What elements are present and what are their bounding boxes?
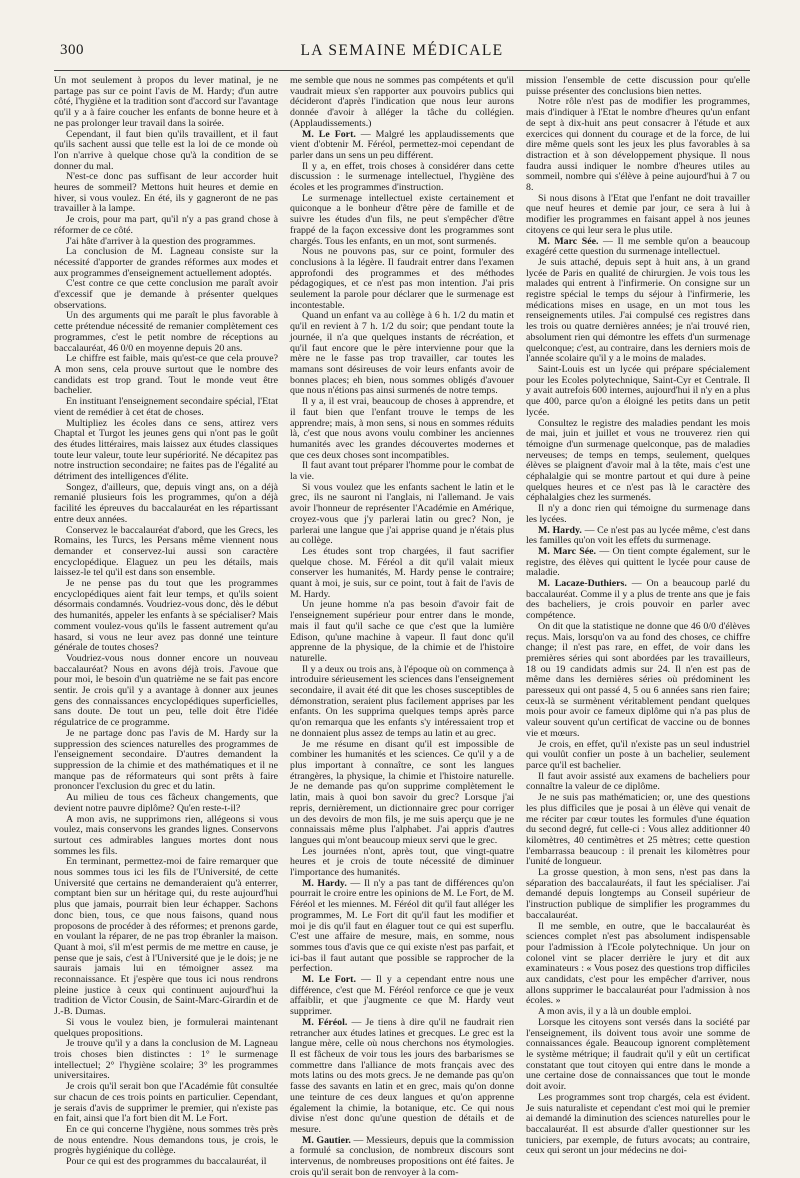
paragraph [54, 1082, 278, 1125]
speaker-name: M. Lacaze-Duthiers. [538, 578, 627, 590]
paragraph [526, 622, 750, 740]
speaker-name: M. Marc Sée. [538, 545, 596, 557]
paragraph-text: Quand un enfant va au collège à 6 h. 1/2 du matin et qu'il en revient à 7 h. 1/2 du soir; que pendant toute la journée, il n'a que quelques instants de récréation, et qu'il faut encore que le père intervienne pour que la mère ne le fasse pas trop travailler, car toutes les mamans sont désireuses de voir leurs enfants avoir de bonnes places; eh bien, nous sommes obligés d'avouer que nous n'étions pas ainsi surmenés de notre temps. [290, 310, 514, 397]
speaker-name: M. Hardy. [302, 877, 347, 889]
paragraph [290, 247, 514, 311]
paragraph [54, 526, 278, 580]
paragraph-text: Les études sont trop chargées, il faut sacrifier quelque chose. M. Féréol a dit qu'il valait mieux conserver les humanités, M. Hardy pense le contraire; quant à moi, je suis, sur ce point, tout à fait de l'avis de M. Hardy. [290, 545, 514, 600]
paragraph-text: Je crois qu'il serait bon que l'Académie fût consultée sur chacun de ces trois points en particulier. Cependant, je serais d'avis de supprimer le premier, qui n'existe pas en fait, ainsi que l'a fort bien dit M. Le Fort. [54, 1081, 278, 1125]
paragraph-text: En terminant, permettez-moi de faire remarquer que nous sommes tous ici les fils de l'Université, de cette Université que certains ne demanderaient qu'à enterrer, comptant bien sur un héritage qui, du reste aujourd'hui plus que jamais, pourrait bien leur échapper. Sachons donc bien, tous, ce que nous faisons, quand nous proposons de procéder à des réformes; et prenons garde, en voulant la réparer, de ne pas trop ébranler la maison. Quant à moi, s'il m'est permis de me mettre en cause, je pense que je sais, c'est à l'Université que je le dois; je ne saurais jamais lui en témoigner assez ma reconnaissance. Et j'espère que tous ici nous rendrons pleine justice à ceux qui continuent aujourd'hui la tradition de Victor Cousin, de Saint-Marc-Girardin et de J.-B. Dumas. [54, 856, 278, 1018]
paragraph [290, 76, 514, 130]
paragraph [290, 847, 514, 879]
paragraph [54, 247, 278, 279]
paragraph [290, 311, 514, 397]
paragraph-text: Nous ne pouvons pas, sur ce point, formuler des conclusions à la légère. Il faudrait entrer dans l'examen approfondi des programmes et des méthodes pédagogiques, et ce n'est pas mon intention. J'ai pris seulement la parole pour déclarer que le surmenage est incontestable. [290, 246, 514, 311]
paragraph-text: N'est-ce donc pas suffisant de leur accorder huit heures de sommeil? Mettons huit heures et demie en hiver, si vous voulez. En été, ils y gagneront de ne pas travailler à la lampe. [54, 171, 278, 215]
paragraph-text: Multipliez les écoles dans ce sens, attirez vers Chaptal et Turgot les jeunes gens qui n'ont pas le goût des études littéraires, mais laissez aux études classiques toute leur valeur, toute leur supériorité. Ne décapitez pas notre instruction secondaire; ne faites pas de l'égalité au détriment des intelligences d'élite. [54, 417, 278, 483]
paragraph-text: — On a beaucoup parlé du baccalauréat. Comme il y a plus de trente ans que je fais des bacheliers, je crois pouvoir en parler avec compétence. [526, 578, 750, 622]
paragraph-text: Il n'y a donc rien qui témoigne du surmenage dans les lycées. [526, 503, 750, 525]
text-column-right [526, 75, 750, 1157]
paragraph-text: — Messieurs, depuis que la commission a formulé sa conclusion, de nombreux discours sont intervenus, de nombreuses propositions ont été faites. Je crois qu'il serait bon de renvoyer à la com- [290, 1134, 514, 1178]
paragraph-text: En instituant l'enseignement secondaire spécial, l'Etat vient de remédier à cet état de choses. [54, 396, 278, 418]
paragraph [54, 1039, 278, 1082]
paragraph [54, 76, 278, 130]
paragraph-text: On dit que la statistique ne donne que 46 0/0 d'élèves reçus. Mais, lorsqu'on va au fond des choses, ce chiffre change; il n'est pas rare, en effet, de voir dans les premières séries qui sont abordées par les travailleurs, 18 ou 19 candidats admis sur 24. Il n'en est pas de même dans les dernières séries où prédominent les paresseux qui ont passé 4, 5 ou 6 années sans rien faire; ceux-là se surmènent véritablement pendant quelques mois pour avoir ce fameux diplôme qui n'a pas plus de valeur souvent qu'un certificat de vaccine ou de bonnes vie et mœurs. [526, 620, 750, 739]
paragraph-text: Il faut avoir assisté aux examens de bacheliers pour connaître la valeur de ce diplôme. [526, 770, 750, 793]
paragraph-text: Le surmenage intellectuel existe certainement et quiconque a le bonheur d'être père de famille et de suivre les études d'un fils, ne peut s'empêcher d'être frappé de la façon excessive dont les programmes sont chargés. Tous les enfants, en un mot, sont surmenés. [290, 192, 514, 247]
paragraph-text: Si vous voulez que les enfants sachent le latin et le grec, ils ne sauront ni l'anglais, ni l'allemand. Je vais avoir l'honneur de représenter l'Académie en Amérique, croyez-vous que j'y parlerai latin ou grec? Non, je parlerai une langue que j'ai apprise quand je n'étais plus au collège. [290, 481, 514, 547]
paragraph [54, 857, 278, 1018]
paragraph [290, 1018, 514, 1136]
speaker-name: M. Marc Sée. [538, 235, 599, 247]
paragraph-text: En ce qui concerne l'hygiène, nous sommes très près de nous entendre. Nous demandons tous, je crois, le progrès hygiénique du collège. [54, 1123, 278, 1157]
paragraph [526, 237, 750, 258]
header-rule [54, 70, 750, 71]
paragraph-text: Cependant, il faut bien qu'ils travaillent, et il faut qu'ils sachent aussi que telle est la loi de ce monde où l'on n'arrive à quelque chose qu'à la condition de se donner du mal. [54, 128, 278, 172]
paragraph [290, 194, 514, 248]
paragraph-text: Un mot seulement à propos du lever matinal, je ne partage pas sur ce point l'avis de M. Hardy; d'un autre côté, l'hygiène et la tradition sont d'accord sur l'avantage qu'il y a à faire coucher les enfants de bonne heure et à ne pas prolonger leur travail dans la soirée. [54, 75, 278, 129]
paragraph-text: Il faut avant tout préparer l'homme pour le combat de la vie. [290, 460, 514, 483]
paragraph-text: mission l'ensemble de cette discussion pour qu'elle puisse présenter des conclusions bien nettes. [526, 75, 750, 97]
paragraph [290, 879, 514, 975]
paragraph-text: — Malgré les applaudissements que vient d'obtenir M. Féréol, permettez-moi cependant de parler dans un sens un peu différent. [290, 128, 514, 161]
paragraph-text: Un des arguments qui me paraît le plus favorable à cette prétendue nécessité de remanier complètement ces programmes, c'est le petit nombre de réceptions au baccalauréat, 46 0/0 en moyenne depuis 20 ans. [54, 310, 278, 354]
paragraph-text: Je me résume en disant qu'il est impossible de combiner les humanités et les sciences. Ce qu'il y a de plus important à connaître, ce sont les langues étrangères, la physique, la chimie et l'histoire naturelle. Je ne demande pas qu'on supprime complètement le latin, mais à quoi bon savoir du grec? Lorsque j'ai repris, dernièrement, un dictionnaire grec pour corriger un des devoirs de mon fils, je me suis aperçu que je ne connaissais même plus l'alphabet. J'ai appris d'autres langues qui m'ont beaucoup mieux servi que le grec. [290, 738, 514, 846]
text-columns [54, 75, 750, 1178]
text-column-middle [290, 75, 514, 1178]
paragraph [54, 311, 278, 354]
paragraph [290, 665, 514, 740]
paragraph-text: Si vous le voulez bien, je formulerai maintenant quelques propositions. [54, 1016, 278, 1039]
paragraph-text: — Ce n'est pas au lycée même, c'est dans les familles qu'on voit les effets du surmenage. [526, 524, 750, 547]
paragraph [54, 1157, 278, 1168]
paragraph-text: A mon avis, ne supprimons rien, allégeons si vous voulez, mais conservons les grandes lignes. Conservons surtout ces admirables langues mortes dont nous sommes les fils. [54, 813, 278, 857]
paragraph [526, 922, 750, 1008]
paragraph [290, 600, 514, 664]
paragraph-text: Je crois, en effet, qu'il n'existe pas un seul industriel qui voulût confier un poste à un bachelier, seulement parce qu'il est bachelier. [526, 738, 750, 771]
paragraph-text: Consultez le registre des maladies pendant les mois de mai, juin et juillet et vous ne trouverez rien qui témoigne d'un surmenage quelconque, pas de maladies nerveuses; de temps en temps, seulement, quelques élèves se plaignent d'avoir mal à la tête, mais c'est une céphalalgie qui se montre partout et qui dure à peine quelques heures et ce n'est pas là le caractère des céphalalgies chez les surmenés. [526, 417, 750, 504]
paragraph-text: — On tient compte également, sur le registre, des élèves qui quittent le lycée pour cause de maladie. [526, 545, 750, 579]
paragraph [526, 772, 750, 793]
paragraph [290, 130, 514, 162]
paragraph [54, 793, 278, 814]
paragraph [54, 279, 278, 311]
paragraph [54, 130, 278, 173]
paragraph-text: La conclusion de M. Lagneau consiste sur la nécessité d'apporter de grandes réformes aux modes et aux programmes d'enseignement actuellement adoptés. [54, 246, 278, 279]
paragraph-text: Il y a, il est vrai, beaucoup de choses à apprendre, et il faut bien que l'enfant trouve le temps de les apprendre; mais, à mon sens, si nous en sommes réduits là, c'est que nous avons voulu combiner les anciennes humanités avec les grandes découvertes modernes et que ces deux choses sont incompatibles. [290, 396, 514, 461]
paragraph [526, 740, 750, 772]
paragraph [54, 419, 278, 483]
paragraph [54, 215, 278, 236]
paragraph [526, 258, 750, 365]
paragraph-text: Si nous disons à l'Etat que l'enfant ne doit travailler que neuf heures et demie par jour, ce sera à lui à modifier les programmes en faisant appel à nos jeunes citoyens ce qui leur sera le plus utile. [526, 192, 750, 236]
paragraph [290, 1136, 514, 1178]
paragraph-text: Songez, d'ailleurs, que, depuis vingt ans, on a déjà remanié plusieurs fois les programmes, qu'on a déjà facilité les épreuves du baccalauréat en les répartissant entre deux années. [54, 481, 278, 525]
paragraph [526, 579, 750, 622]
paragraph-text: Je suis attaché, depuis sept à huit ans, à un grand lycée de Paris en qualité de chirurgien. Je vois tous les malades qui entrent à l'infirmerie. On consigne sur un registre spécial le temps du séjour à l'infirmerie, les médications mises en usage, en un mot tous les renseignements utiles. J'ai compulsé ces registres dans les trois ou quatre dernières années; je n'ai trouvé rien, absolument rien qui démontre les effets d'un surmenage quelconque; c'est, au contraire, dans les derniers mois de l'année scolaire qu'il y a le moins de malades. [526, 256, 750, 365]
paragraph-text: Il y a deux ou trois ans, à l'époque où on commença à introduire sérieusement les sciences dans l'enseignement secondaire, il avait été dit que les choses susceptibles de démonstration, seraient plus facilement apprises par les enfants. On les supprima quelques temps après parce qu'on remarqua que les enfants s'y intéressaient trop et ne donnaient plus assez de temps au latin et au grec. [290, 663, 514, 739]
speaker-name: M. Le Fort. [302, 974, 356, 986]
paragraph-text: Notre rôle n'est pas de modifier les programmes, mais d'indiquer à l'Etat le nombre d'heures qu'un enfant de sept à dix-huit ans peut consacrer à l'étude et aux exercices qui donnent du courage et de la force, de lui dire même quels sont les jeux les plus favorables à sa distraction et à son développement physique. Il nous faudra aussi indiquer le nombre d'heures utiles au sommeil, nombre qui s'élève à peine aujourd'hui à 7 ou 8. [526, 96, 750, 194]
paragraph-text: me semble que nous ne sommes pas compétents et qu'il vaudrait mieux s'en rapporter aux pouvoirs publics qui décideront d'après l'indication que nous leur aurons donnée d'avoir à alléger la tâche du collégien. (Applaudissements.) [290, 75, 514, 129]
paragraph-text: — Il me semble qu'on a beaucoup exagéré cette question du surmenage intellectuel. [526, 235, 750, 258]
paragraph [290, 461, 514, 482]
paragraph-text: Un jeune homme n'a pas besoin d'avoir fait de l'enseignement supérieur pour entrer dans le monde, mais il faut qu'il sache ce que c'est que la lumière Edison, qu'une machine à vapeur. Il faut donc qu'il apprenne de la physique, de la chimie et de l'histoire naturelle. [290, 599, 514, 664]
paragraph-text: Voudriez-vous nous donner encore un nouveau baccalauréat? Nous en avons déjà trois. J'avoue que pour moi, le besoin d'un quatrième ne se fait pas encore sentir. Je crois qu'il y a avantage à donner aux jeunes gens des connaissances encyclopédiques superficielles, sans doute. De tout un peu, telle doit être l'idée régulatrice de ce programme. [54, 652, 278, 729]
paragraph [54, 1018, 278, 1039]
speaker-name: M. Féréol. [302, 1016, 348, 1028]
paragraph [526, 194, 750, 237]
paragraph [290, 547, 514, 601]
paragraph-text: Les programmes sont trop chargés, cela est évident. Je suis naturaliste et cependant c'est moi qui le premier ai demandé la diminution des sciences naturelles pour le baccalauréat. Il est absurde d'aller questionner sur les tuniciers, par exemple, de futurs avocats; au contraire, ceux qui seront un jour médecins ne doi- [526, 1091, 750, 1157]
paragraph [526, 1018, 750, 1093]
paragraph [54, 172, 278, 215]
paragraph-text: Je ne pense pas du tout que les programmes encyclopédiques aient fait leur temps, et qu'ils soient désormais condamnés. Voudriez-vous donc, dès le début des humanités, appeler les enfants à se spécialiser? Mais comment voulez-vous qu'ils le fassent autrement qu'au hasard, si vous ne leur avez pas donné une teinture générale de toutes choses? [54, 578, 278, 654]
paragraph [54, 654, 278, 729]
paragraph [526, 793, 750, 868]
paragraph-text: A mon avis, il y a là un double emploi. [538, 1006, 692, 1018]
page-number: 300 [60, 42, 84, 58]
paragraph-text: Au milieu de tous ces fâcheux changements, que devient notre pauvre diplôme? Qu'en reste-t-il? [54, 792, 278, 814]
paragraph [526, 504, 750, 525]
page-header [54, 42, 750, 64]
paragraph [526, 97, 750, 193]
paragraph [54, 815, 278, 858]
paragraph [54, 483, 278, 526]
paragraph [526, 419, 750, 505]
paragraph [54, 397, 278, 418]
paragraph-text: Le chiffre est faible, mais qu'est-ce que cela prouve? A mon sens, cela prouve surtout que le nombre des candidats est trop grand. Tout le monde veut être bachelier. [54, 353, 278, 397]
paragraph-text: Saint-Louis est un lycée qui prépare spécialement pour les Ecoles polytechnique, Saint-Cyr et Centrale. Il y avait autrefois 600 internes, aujourd'hui il n'y en a plus que 400, parce qu'on a éloigné les petits dans un petit lycée. [526, 363, 750, 418]
paragraph-text: Il me semble, en outre, que le baccalauréat ès sciences complet n'est pas absolument indispensable pour l'admission à l'Ecole polytechnique. Un jour on colonel vint se placer derrière le jury et dit aux examinateurs : « Vous posez des questions trop difficiles aux candidats, c'est pour les empêcher d'arriver, nous allons supprimer le baccalauréat pour l'admission à nos écoles. » [526, 920, 750, 1007]
speaker-name: M. Le Fort. [302, 128, 356, 140]
paragraph [290, 162, 514, 194]
paragraph [54, 729, 278, 793]
text-column-left [54, 75, 278, 1168]
paragraph-text: J'ai hâte d'arriver à la question des programmes. [66, 235, 256, 247]
paragraph [54, 1125, 278, 1157]
paragraph-text: Il y a, en effet, trois choses à considérer dans cette discussion : le surmenage intellectuel, l'hygiène des écoles et les programmes d'instruction. [290, 160, 514, 194]
paragraph-text: — Je tiens à dire qu'il ne faudrait rien retrancher aux études latines et grecques. Le grec est la langue mère, celle où nous cherchons nos étymologies. Il est fâcheux de voir tous les jours des barbarismes se commettre dans l'alliance de mots français avec des mots latins ou des mots grecs. Je ne demande pas qu'on fasse des savants en latin et en grec, mais qu'on donne une teinture de ces deux langues et qu'on apprenne également la chimie, la botanique, etc. Ce qui nous divise n'est donc qu'une question de détails et de mesure. [290, 1016, 514, 1135]
paragraph [526, 76, 750, 97]
paragraph [526, 1093, 750, 1157]
paragraph-text: — Il n'y a pas tant de différences qu'on pourrait le croire entre les opinions de M. Le Fort, de M. Féréol et les miennes. M. Féréol dit qu'il faut alléger les programmes, M. Le Fort dit qu'il faut les modifier et moi je dis qu'il faut en élaguer tout ce qui est superflu. C'est une affaire de mesure, mais, en somme, nous sommes tous d'avis que ce qui existe n'est pas parfait, et ici-bas il faut autant que possible se rapprocher de la perfection. [290, 877, 514, 975]
paragraph-text: — Il y a cependant entre nous une différence, c'est que M. Féréol renforce ce que je veux affaiblir, et que j'augmente ce que M. Hardy veut supprimer. [290, 974, 514, 1018]
journal-title: LA SEMAINE MÉDICALE [300, 42, 504, 59]
paragraph-text: Je ne partage donc pas l'avis de M. Hardy sur la suppression des sciences naturelles des programmes de l'enseignement secondaire. D'autres demandent la suppression de la chimie et des mathématiques et il ne manque pas de réformateurs qui sont prêts à faire prononcer l'exclusion du grec et du latin. [54, 727, 278, 793]
paragraph [526, 547, 750, 579]
paragraph-text: C'est contre ce que cette conclusion me paraît avoir d'excessif que je demande à présenter quelques observations. [54, 278, 278, 311]
paragraph [290, 483, 514, 547]
paragraph [526, 868, 750, 922]
speaker-name: M. Hardy. [538, 524, 582, 536]
paragraph-text: Je ne suis pas mathématicien; or, une des questions les plus difficiles que je posai à un élève qui venait de me réciter par cœur toutes les formules d'une équation du second degré, fut celle-ci : Vous allez additionner 40 kilomètres, 40 centimètres et 25 mètres; cette question l'embarrassa beaucoup : il prenait les kilomètres pour l'unité de longueur. [526, 792, 750, 868]
paragraph [290, 740, 514, 847]
paragraph [526, 365, 750, 419]
paragraph-text: Je crois, pour ma part, qu'il n'y a pas grand chose à réformer de ce côté. [54, 214, 278, 236]
paragraph [54, 579, 278, 654]
paragraph-text: Les journées n'ont, après tout, que vingt-quatre heures et je crois de toute nécessité de diminuer l'importance des humanités. [290, 845, 514, 879]
paragraph-text: Pour ce qui est des programmes du baccalauréat, il [66, 1156, 267, 1168]
paragraph-text: Conservez le baccalauréat d'abord, que les Grecs, les Romains, les Turcs, les Persans même viennent nous demander et conservez-lui aussi son caractère encyclopédique. Elaguez un peu les détails, mais laissez-le tel qu'il est dans son ensemble. [54, 524, 278, 579]
paragraph [54, 354, 278, 397]
paragraph [290, 397, 514, 461]
paragraph-text: Lorsque les citoyens sont versés dans la société par l'enseignement, ils doivent tous avoir une somme de connaissances égale. Beaucoup ignorent complètement le système métrique; il faudrait qu'il y eût un certificat constatant que tout citoyen qui entre dans le monde a une certaine dose de connaissances que tout le monde doit avoir. [526, 1016, 750, 1093]
paragraph-text: La grosse question, à mon sens, n'est pas dans la séparation des baccalauréats, il faut les spécialiser. J'ai demandé depuis longtemps au Conseil supérieur de l'instruction publique de simplifier les programmes du baccalauréat. [526, 867, 750, 921]
paragraph-text: Je trouve qu'il y a dans la conclusion de M. Lagneau trois choses bien distinctes : 1° le surmenage intellectuel; 2° l'hygiène scolaire; 3° les programmes universitaires. [54, 1038, 278, 1082]
paragraph [526, 526, 750, 547]
speaker-name: M. Gautier. [302, 1134, 351, 1146]
paragraph [290, 975, 514, 1018]
